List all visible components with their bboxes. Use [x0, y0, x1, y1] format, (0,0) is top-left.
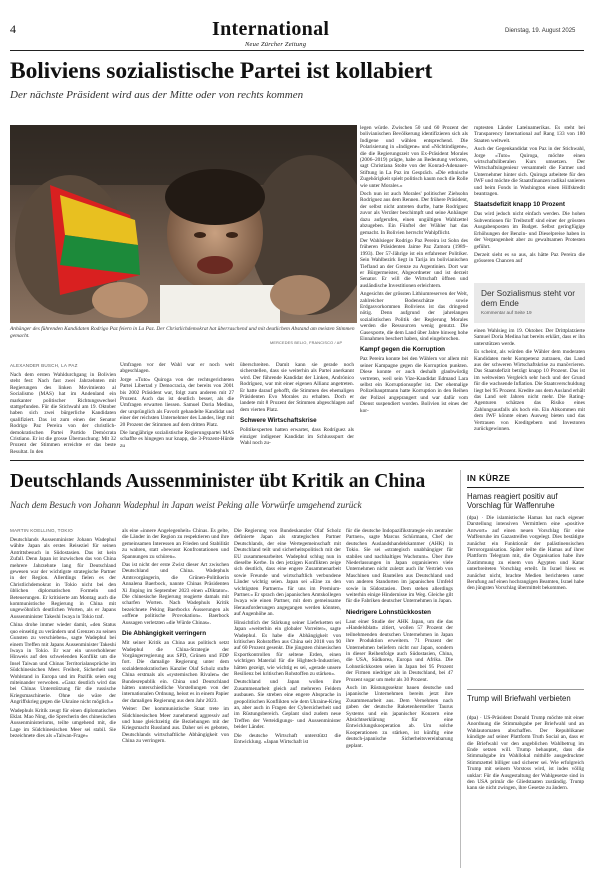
sidebar-item-headline[interactable]: Trump will Briefwahl verbieten [467, 694, 571, 703]
paragraph: Paz Pereira konnte bei den Wählern vor allem mit seiner Kampagne gegen die Korruption punkten. Diese konnte er auch deshalb glaubwürdig vertreten, weil sein Vize-Kandidat Edmand Lara selbst ein Korruptionsopfer ist. Der ehemalige Polizeihauptmann hatte Korruption in den Reihen der Polizei angeprangert und war dafür vom Dienst suspendiert worden. Bolivien ist eines der kor- [360, 356, 468, 414]
article1-caption: Anhänger des führenden Kandidaten Rodrigo Paz feiern in La Paz. Der Christlichdemokrat hat überraschend und mit deutlichem Abstand am meisten Stimmen gemacht. [10, 326, 355, 339]
paragraph: Umfragen vor der Wahl war er noch weit abgeschlagen. [120, 362, 234, 375]
sidebar-title: IN KÜRZE [467, 473, 511, 483]
paragraph: Die langjährige sozialistische Regierungspartei MAS schaffte es hingegen nur knapp, die 3-Prozent-Hürde zu [120, 430, 234, 449]
article1-subtitle: Der nächste Präsident wird aus der Mitte oder von rechts kommen [10, 89, 304, 101]
subheading: Staatsdefizit knapp 10 Prozent [474, 201, 565, 209]
section-title: International [212, 18, 330, 40]
article1-column-5 [474, 125, 585, 275]
paragraph: Auch im Rüstungssektor bauen deutsche und japanische Unternehmen bereits jetzt ihre Zusammenarbeit aus. Dem Vernehmen nach gaben der deutsche Raketenhersteller Taurus Systems und ein japanischer Konzern eine Absichtserklärung für eine Entwicklungskooperation ab. Um solche Kooperationen zu stärken, ist künftig eine deutsch-japanische Sicherheitsvereinbarung geplant. [346, 684, 453, 749]
sidebar-item-body [467, 715, 584, 867]
paragraph: Derzeit sieht es so aus, als hätte Paz Pereira die grösseren Chancen auf [474, 251, 585, 265]
sidebar-divider [460, 470, 461, 868]
paragraph: Weiter: Der kommunistische Staat trete im Südchinesischen Meer zunehmend aggressiv auf und baue gleichzeitig die Beziehungen mit der Kriegsmacht Russland aus. Daher sei es geboten, Deutschlands wirtschaftliche Abhängigkeit von China zu verringern. [122, 706, 229, 745]
paragraph: Politikexperten hatten erwartet, dass Rodríguez als einziger indigener Kandidat im Schlussspurt der Wahl noch zu- [240, 427, 354, 447]
paragraph: einen Wahlsieg im 19. Oktober. Der Drittplatzierte Samuel Doria Medina hat bereits erklärt, dass er ihn unterstützen werde. [474, 328, 585, 347]
sidebar-item-headline[interactable]: Hamas reagiert positiv auf Vorschlag für Waffenruhe [467, 492, 558, 511]
paragraph: Hinsichtlich der Stärkung seiner Lieferketten sei Japan «weiterhin ein globaler Vorreiter», sagte Wadephul. Es habe die Abhängigkeit von kritischen Rohstoffen aus China seit 2018 von 90 auf 60 Prozent gesenkt. Die jüngsten chinesischen Exportkontrollen für seltene Erden, einen wichtigen Material für die Hightech-Industrien, hätten gezeigt, wie wichtig es sei, «gerade unsere Resilienz bei kritischen Rohstoffen zu stärken». [234, 619, 341, 677]
paragraph: Doch nun ist auch Morales' politischer Ziehsohn Rodríguez aus dem Rennen. Der frühere Präsident, der selbst nicht antreten durfte, hatte Rodríguez zuvor als Verräter beschimpft und seine Anhänger dazu aufgerufen, einen ungültigen Wahlzettel abzugeben. Ein Fünftel der Wähler hat das gemacht. In Bolivien herrscht Wahlpflicht. [360, 191, 468, 236]
article-separator [10, 460, 584, 461]
article1-column-5-continued [474, 328, 585, 455]
article1-column-4 [360, 125, 468, 455]
paragraph: Angesichts der grössten Lithiumreserven der Welt, zahlreicher Bodenschätze sowie Erdgasvorkommen Boliviens ist das dringend nötig. Denn aufgrund der jahrelangen sozialistischen Politik der Regierung Morales werden die Ressourcen wenig genutzt. Die Gasexporte, die dem Land über Jahre hinweg hohe Einnahmen beschert haben, sind eingebrochen. [360, 291, 468, 342]
paragraph: für die deutsche Indopazifikstrategie ein zentraler Partner», sagte Marcus Schürmann, Chef der deutschen Auslandshandelskammer (AHK) in Tokio. Sie sei «strategisch unabhängiger für stabiles und nachhaltiges Wachstum». Über ihre Niederlassungen in Japan organisieren viele Unternehmen nicht zuletzt auch ihr Vertrieb von Maschinen und Bauteilen aus Deutschland und von anderen Standorten im japanischen Umfeld sowie in Südostasien. Dem stehen allerdings weiterhin einige Hindernisse im Weg. Gleiche gilt für die Fabriken deutscher Unternehmen in Japan. [346, 528, 453, 605]
masthead [0, 0, 594, 48]
article1-author: ALEXANDER BUSCH, LA PAZ [10, 363, 78, 368]
teaser-note: Kommentar auf Seite 19 [481, 310, 532, 315]
paragraph: überschreiten. Damit kann sie gerade noch sicherstellen, dass sie weiterhin als Partei anerkannt wird. Der führende Kandidat der Linken, Andrónico Rodríguez, war mit einer eigenen Allianz angetreten. Er hatte darauf gehofft, die Stimmen des ehemaligen Präsidenten Evo Morales zu erhalten. Doch er landete mit 8 Prozent der Stimmen abgeschlagen auf dem vierten Platz. [240, 362, 354, 413]
paragraph: Laut einer Studie der AHK Japan, um die das «Handelsblatt» zitiert, wollen 57 Prozent der teilnehmenden deutschen Unternehmen in Japan ihre Produktion erweitern. 71 Prozent der Unternehmen beliefern nicht nur Japan, sondern in dieser Reihenfolge auch Südostasien, China, die USA, Südkorea, Europa und Afrika. Die Lohnstückkosten seien in Japan bei 95 Prozent der Firmen niedriger als in Deutschland, bei 47 Prozent sogar um mehr als 30 Prozent. [346, 618, 453, 683]
article2-headline: Deutschlands Aussenminister übt Kritik an China [10, 471, 426, 492]
subheading: Schwere Wirtschaftskrise [240, 417, 317, 425]
paragraph: Die deutsche Wirtschaft unterstützt die Entwicklung. «Japan Wirtschaft ist [234, 732, 341, 745]
sidebar-item-rule [467, 689, 584, 690]
paragraph: Das ist nicht der erste Zwist dieser Art zwischen Deutschland und China. Wadephuls Amtsvorgängerin, die Grünen-Politikerin Annalena Baerbock, nannte Chinas Präsidenten Xi Jinping im September 2023 einen «Diktator». Die chinesische Regierung reagierte damals mit scharfen Worten. Nach Wadephuls Kritik bezeichnete Peking Baerbocks Äusserungen als «offene politische Provokation». Baerbock Aussagen verletzten «die Würde Chinas». [122, 562, 229, 626]
crowd-photo [10, 125, 357, 323]
paragraph: China drohe immer wieder damit, «den Status quo einseitig zu verändern und Grenzen zu seinen Gunsten zu verschieben», sagte Wadephul bei einem Treffen mit Japans Aussenminister Takeshi Iwaya in Tokio. Er war ein unverhohlener Hinweis auf den schwelenden Konflikt um die Insel Taiwan und Chinas Territorialansprüche im Südchinesischen Meer. Freiheit, Sicherheit und Wohlstand in Europa und im Pazifik seien eng miteinander verwoben. «Ganz deutlich wird das bei Chinas Unterstützung für die russische Kriegsmaschinerie. Ohne sie wäre der Angriffskrieg gegen die Ukraine nicht möglich.» [10, 622, 116, 706]
commentary-teaser[interactable] [474, 283, 585, 323]
article2-column-1 [10, 537, 116, 867]
article2-subtitle: Nach dem Besuch von Johann Wadephul in Japan weist Peking alle Vorwürfe umgehend zurück [10, 500, 362, 510]
article1-column-2 [120, 362, 234, 454]
paragraph: legen würde. Zwischen 50 und 60 Prozent der bolivianischen Bevölkerung identifizieren sich als Indigene und wählen entsprechend. Die Polarisierung in «Indigene» und «Nichtindigene», die die Regierungszeit von Ex-Präsident Morales (2006–2019) prägte, habe an Bedeutung verloren, sagt Christiana Stolte von der Konrad-Adenauer-Stiftung in La Paz im Gespräch. «Die ethnische Zugehörigkeit spielt politisch kaum noch die Rolle wie unter Morales.» [360, 125, 468, 189]
article1-column-1 [10, 372, 116, 454]
photo-credit: MERCEDES BELIO, FRANCISCO / AP [270, 341, 343, 345]
subheading: Die Abhängigkeit verringern [122, 630, 207, 638]
article1-photo [10, 125, 357, 323]
paragraph: Der Wahlsieger Rodrigo Paz Pereira ist Sohn des früheren Präsidenten Jaime Paz Zamora (1989–1993). Der 57-Jährige ist ein erfahrener Politiker. Sein Wahlbezirk liegt in Tarija im bolivianischen Tiefland an der Grenze zu Argentinien. Dort war er Bürgermeister, Abgeordneter und ist derzeit Senator. Er will die Wirtschaft öffnen und ausländische Investitionen erleichtern. [360, 237, 468, 289]
paragraph: Es scheint, als würden die Wähler dem moderaten Kandidaten mehr Kompetenz zutrauen, das Land aus der schweren Wirtschaftskrise zu manövrieren. Das Staatsdefizit beträgt knapp 10 Prozent. Das ist im weltweiten Vergleich sehr hoch und der Grund für die wachsende Inflation. Die Staatsverschuldung liegt bei 95 Prozent. Kredite aus dem Ausland erhält das Land seit Jahren nicht mehr. Die Rating-Agenturen schätzen das Risiko eines Zahlungsausfalls als hoch ein. Ein Abkommen mit dem IWF könnte einen Ausweg bieten und das Vertrauen von Kreditgebern und Investoren zurückgewinnen. [474, 349, 585, 433]
paragraph: Das wird jedoch nicht einfach werden. Die hohen Subventionen für Treibstoff sind einer der grössten Ausgabenposten im Budget. Selbst geringfügige Erhöhungen der Benzin- und Dieselpreise haben in der Vergangenheit aber zu gewaltsamen Protesten geführt. [474, 211, 585, 250]
paragraph: (dpa) · US-Präsident Donald Trump möchte mit einer Anordnung die Stimmabgabe per Briefwahl und an Wahlautomaten abschaffen. Der Republikaner kündigte auf seiner Plattform Truth Social an, dass er die Briefwahl vor den angeblichen Wahlbetrug im Ende setzen will. Trump behauptet, dass die Stimmabgabe im Wahllokal mithilfe ausgedruckter Stimmzettel billiger und sicherer sei. Wie erfolgreich Trump mit seinem Vorstoss wird, ist indes völlig unklar: Für die Ausgestaltung der Wahlgesetze sind in den USA primär die Gliedstaaten zuständig. Trump kann sie nicht zwingen, ihre Gesetze zu ändern. [467, 715, 584, 792]
subheading: Niedrigere Lohnstückkosten [346, 608, 432, 616]
paragraph: Deutschlands Aussenminister Johann Wadephul wählte Japan als erstes Reiseziel für seinen Antrittsbesuch in Südostasien. Das ist kein Zufall. Denn Japan ist inzwischen das von China mehrere Jahrzehnte lang für Deutschland gewesen war der wichtigste strategische Partner in der Region. Allerdings fielen es der Christlichdemokrat in Tokio nicht bei den üblichen diplomatischen Formeln und Beteuerungen. Er kritisierte am Montag auch die kommunistische Regierung in China mit ungewöhnlich deutlichen Worten, als er Japans Aussenminister Takeshi Iwaya in Tokio traf. [10, 537, 116, 620]
paragraph: Wadephuls Kritik zeugt für einen diplomatischen Eklat. Mao Ning, die Sprecherin des chinesischen Aussenministeriums, teilte umgehend mit, die Lage im Südchinesischen Meer sei stabil. Sie bezeichnete dies als «Taiwan-Frage» [10, 707, 116, 740]
article1-column-3 [240, 362, 354, 454]
masthead-rule [10, 50, 584, 51]
paragraph: Deutschland und Japan wollen ihre Zusammenarbeit gleich auf mehreren Feldern ausbauen. Sie streben eine engere Absprache in geopolitischen Konflikten wie dem Ukraine-Krieg an, aber auch in Fragen der Cybersicherheit und im Rüstungsbereich. Geplant sind zudem neue Treffen der Verteidigungs- und Aussenminister beider Länder. [234, 679, 341, 731]
paragraph: Mit seiner Kritik an China aus politisch setzt Wadephul die China-Strategie der Vorgängerregierung aus SPD, Grünen und FDP fort. Die damalige Regierung unter dem sozialdemokratischen Kanzler Olaf Scholz stufte China erstmals als «systemischen Rivalen» der Bundesrepublik ein. China und Deutschland hätten unterschiedliche Vorstellungen von der internationalen Ordnung, heisst es in einem Papier der damaligen Regierung aus dem Jahr 2023. [122, 640, 229, 704]
paragraph: ruptesten Länder Lateinamerikas. Es steht bei Transparency International auf Rang 133 von 180 Staaten weltweit. [474, 125, 585, 144]
subheading: Kampf gegen die Korruption [360, 346, 446, 354]
article1-headline: Boliviens sozialistische Partei ist kollabiert [10, 58, 433, 84]
paper-name: Neue Zürcher Zeitung [245, 41, 307, 48]
paragraph: (dpa) · Die islamistische Hamas hat nach eigener Darstellung intensiven Vermittlern eine «positive Antwort» auf einen neuen Vorschlag für eine Waffenruhe im Gazastreifen vorgelegt. Dies bestätigte zunächst ein Funktionär der palästinensischen Terrororganisation. Später teilte die Hamas auf ihrer Plattform Telegram mit, die Organisation habe ihre Zustimmung zu einem von Ägypten und Katar unterbreiteten Vorschlag erteilt. In Israel hiess es zunächst nicht, brachte Medien berichteten unter Berufung auf einen hochrangigen Beamten, Israel habe den jüngsten Vorschlag übermittelt bekommen. [467, 515, 584, 592]
sidebar-rule [467, 487, 584, 488]
article2-column-2 [122, 528, 229, 867]
teaser-title: Der Sozialismus steht vor dem Ende [481, 288, 576, 308]
article2-column-4 [346, 528, 453, 867]
paragraph: als eine «innere Angelegenheit» Chinas. Es gelte, die Länder in der Region zu respektieren und ihre gemeinsamen Interessen an Frieden und Stabilität zu wahren, statt «bewusst Konfrontationen und Spannungen zu schüren». [122, 528, 229, 560]
paragraph: Jorge «Tuto» Quiroga von der rechtsgerichteten Partei Libertad y Democracia, der bereits von 2001 bis 2002 Präsident war, folgt zum anderen mit 27 Prozent. Auch das ist deutlich besser, als die Umfragen erwarten liessen. Samuel Doria Medina, der ursprünglich als Favorit gehandelte Kandidat und einer der reichsten Unternehmer des Landes, liegt mit 20 Prozent der Stimmen auf dem dritten Platz. [120, 376, 234, 428]
article2-column-3 [234, 528, 341, 867]
page-number: 4 [10, 22, 16, 36]
paragraph: Die Regierung von Bundeskanzler Olaf Scholz definierte Japan als strategischen Partner Deutschlands, der eine Wertegemeinschaft mit Deutschland teilt und sicherheitspolitisch mit der EU zusammenarbeitet. Wadephul schlug nun in dieselbe Kerbe. In den jetzigen Konflikten zeige sich deutlich, dass eine engere Zusammenarbeit sowie Freunde und wirtschaftlich verbundene Länder wichtig seien. Japan sei «Eine zu den wichtigsten Partnern» für uns im Premium-Partner.» Er sprach den japanischen Amtskollegen Iwaya wie einen Partner, mit dem gemeinsame Herausforderungen angegangen werden könnten, auf Augenhöhe an. [234, 528, 341, 618]
paragraph: Nach dem ersten Wahldurchgang in Bolivien steht fest: Nach fast zwei Jahrzehnten mit Regierungen des linken Movimiento al Socialismo (MAS) hat im Andenland ein markanter politischer Richtungswechsel stattgefunden. Für die Stichwahl am 19. Oktober haben sich zwei bürgerliche Kandidaten qualifiziert. Das ist zum einen der Senator Rodrigo Paz Pereira von der christlich-demokratischen Partei Partido Demócrata Cristiano. Er ist die grosse Überraschung: Mit 32 Prozent der Stimmen erreichte er das beste Resultat. In den [10, 372, 116, 454]
sidebar-item-body [467, 515, 584, 683]
article2-author: MARTIN KOELLING, TOKIO [10, 528, 73, 533]
paragraph: Auch der Gegenkandidat von Paz in der Stichwahl, Jorge «Tuto» Quiroga, möchte einen wirtschaftsliberalen Kurs umsetzen. Der Wirtschaftsingenieur versammelt die Farmer und Unternehmer hinter sich. Quiroga arbeitete für den IWF und möchte die Staatsfinanzen radikal sanieren und beim Fonds in Washington einen Hilfskredit beantragen. [474, 146, 585, 198]
issue-date: Dienstag, 19. August 2025 [505, 28, 576, 34]
